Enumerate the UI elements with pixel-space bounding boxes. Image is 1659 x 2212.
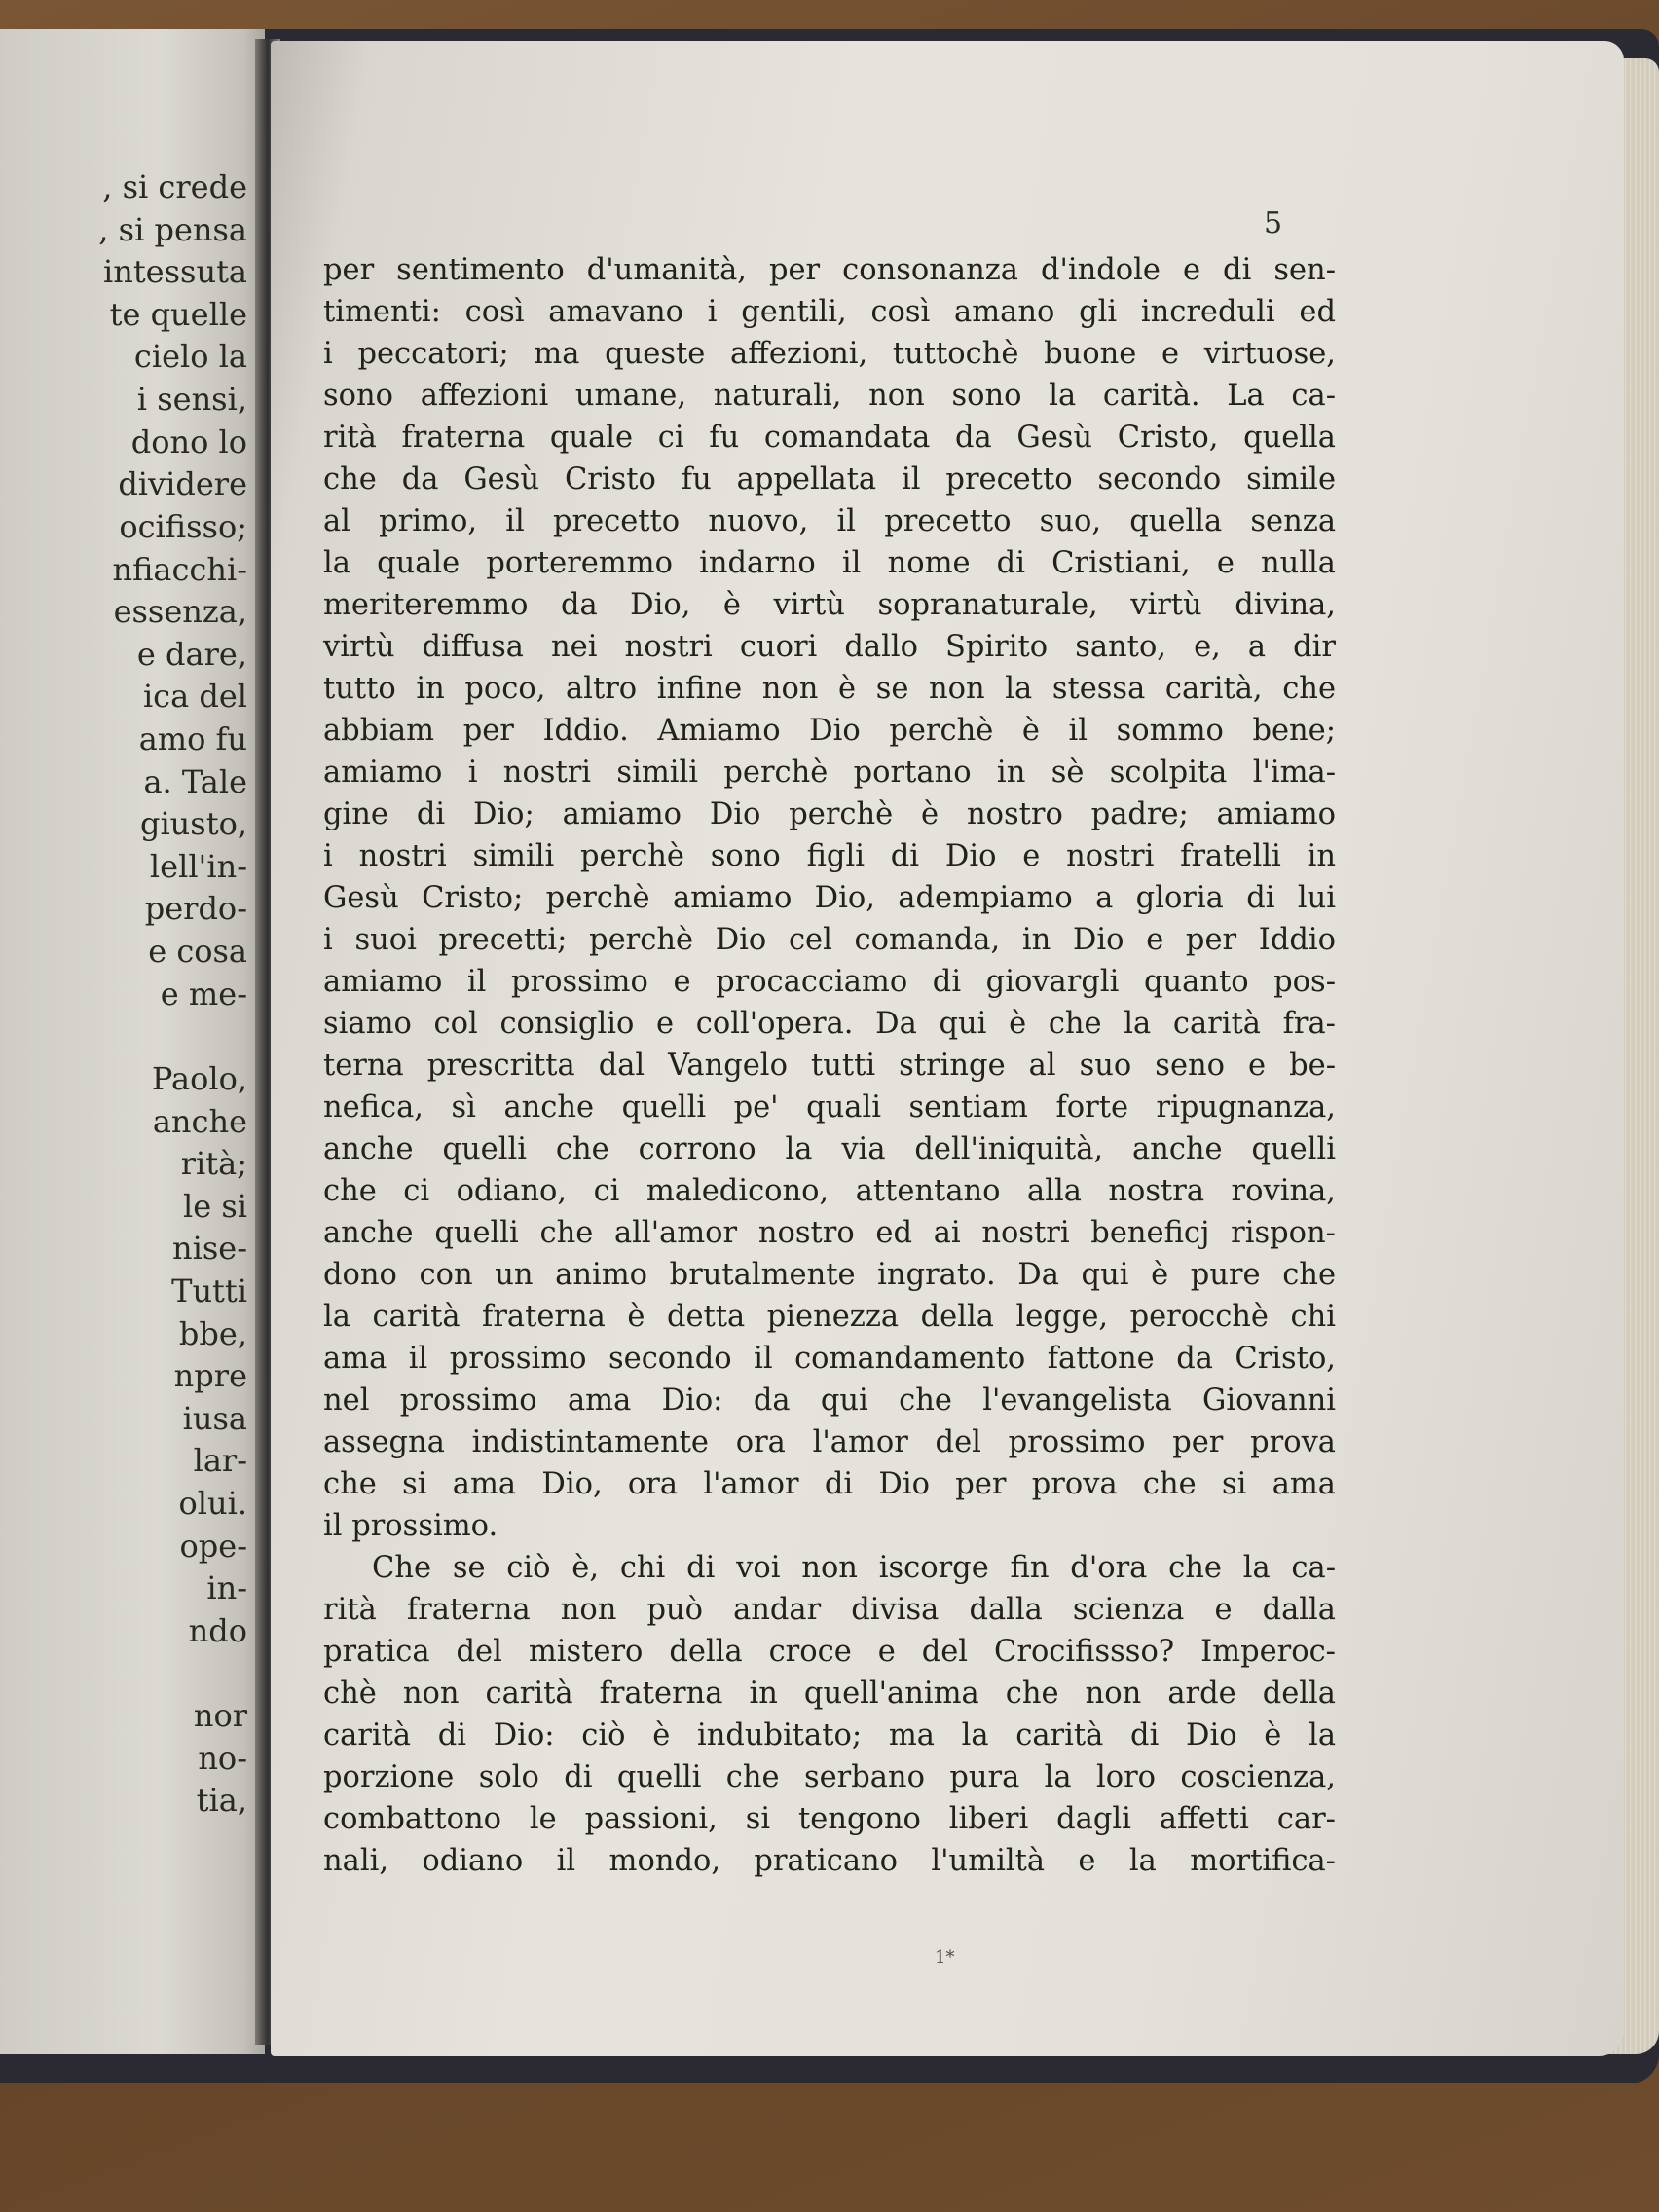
left-page-fragment: anche [152, 1103, 247, 1140]
left-page-fragment: te quelle [109, 296, 247, 333]
left-page-fragment: bbe, [178, 1315, 247, 1352]
left-page [0, 29, 265, 2054]
text-line: sono affezioni umane, naturali, non sono la carità. La ca- [323, 379, 1336, 413]
left-page-fragment: in- [206, 1569, 247, 1606]
text-line: Gesù Cristo; perchè amiamo Dio, adempiamo a gloria di lui [323, 881, 1336, 915]
left-page-fragment: intessuta [102, 253, 247, 290]
text-line: Che se ciò è, chi di voi non iscorge fin d'ora che la ca- [372, 1551, 1336, 1585]
left-page-fragment: giusto, [139, 805, 247, 842]
left-page-fragment: nor [193, 1697, 247, 1734]
left-page-fragment: nise- [171, 1230, 247, 1267]
left-page-fragment: i sensi, [136, 381, 247, 418]
left-page-fragment: ope- [179, 1528, 247, 1565]
text-line: timenti: così amavano i gentili, così amano gli increduli ed [323, 295, 1336, 329]
left-page-fragment: lar- [193, 1442, 247, 1479]
text-line: che ci odiano, ci maledicono, attentano alla nostra rovina, [323, 1174, 1336, 1208]
text-line: dono con un animo brutalmente ingrato. Da qui è pure che [323, 1258, 1336, 1292]
text-line: abbiam per Iddio. Amiamo Dio perchè è il sommo bene; [323, 714, 1336, 748]
text-line: amiamo il prossimo e procacciamo di giovargli quanto pos- [323, 965, 1336, 999]
text-line: che da Gesù Cristo fu appellata il precetto secondo simile [323, 462, 1336, 497]
left-page-fragment: tia, [196, 1782, 247, 1819]
text-line: virtù diffusa nei nostri cuori dallo Spirito santo, e, a dir [323, 630, 1336, 664]
text-line: la carità fraterna è detta pienezza della legge, perocchè chi [323, 1300, 1336, 1334]
text-line: i peccatori; ma queste affezioni, tuttochè buone e virtuose, [323, 337, 1336, 371]
left-page-fragment: ndo [188, 1612, 247, 1649]
text-line: il prossimo. [323, 1509, 498, 1543]
left-page-fragment: rità; [180, 1145, 247, 1182]
text-line: per sentimento d'umanità, per consonanza d'indole e di sen- [323, 253, 1336, 287]
left-page-fragment: dividere [118, 465, 247, 502]
text-line: combattono le passioni, si tengono liberi dagli affetti car- [323, 1802, 1336, 1836]
left-page-fragment: no- [198, 1740, 247, 1777]
text-line: rità fraterna quale ci fu comandata da Gesù Cristo, quella [323, 421, 1336, 455]
text-line: terna prescritta dal Vangelo tutti stringe al suo seno e be- [323, 1049, 1336, 1083]
left-page-fragment: e me- [160, 976, 247, 1013]
text-line: rità fraterna non può andar divisa dalla scienza e dalla [323, 1593, 1336, 1627]
left-page-fragment: , si pensa [98, 211, 247, 248]
left-page-fragment: Tutti [171, 1272, 247, 1309]
left-page-fragment: essenza, [113, 593, 247, 630]
text-line: i suoi precetti; perchè Dio cel comanda, in Dio e per Iddio [323, 923, 1336, 957]
text-line: porzione solo di quelli che serbano pura la loro coscienza, [323, 1760, 1336, 1794]
text-line: assegna indistintamente ora l'amor del prossimo per prova [323, 1425, 1336, 1459]
left-page-fragment: a. Tale [143, 763, 247, 800]
left-page-fragment: ica del [142, 678, 247, 715]
left-page-fragment: npre [173, 1357, 247, 1394]
text-line: al primo, il precetto nuovo, il precetto suo, quella senza [323, 504, 1336, 538]
text-line: nali, odiano il mondo, praticano l'umiltà e la mortifica- [323, 1844, 1336, 1878]
text-line: meriteremmo da Dio, è virtù sopranaturale, virtù divina, [323, 588, 1336, 622]
text-line: nel prossimo ama Dio: da qui che l'evangelista Giovanni [323, 1383, 1336, 1418]
left-page-fragment: nfiacchi- [112, 551, 247, 588]
left-page-fragment: ocifisso; [119, 508, 247, 545]
left-page-fragment: le si [183, 1188, 247, 1225]
left-page-fragment: e cosa [148, 933, 247, 970]
signature-mark: 1* [935, 1947, 955, 1968]
left-page-fragment: Paolo, [151, 1060, 247, 1097]
text-line: pratica del mistero della croce e del Crocifissso? Imperoc- [323, 1635, 1336, 1669]
text-line: siamo col consiglio e coll'opera. Da qui è che la carità fra- [323, 1007, 1336, 1041]
text-line: anche quelli che corrono la via dell'iniquità, anche quelli [323, 1132, 1336, 1166]
text-line: carità di Dio: ciò è indubitato; ma la carità di Dio è la [323, 1718, 1336, 1752]
text-line: chè non carità fraterna in quell'anima che non arde della [323, 1677, 1336, 1711]
text-line: la quale porteremmo indarno il nome di Cristiani, e nulla [323, 546, 1336, 580]
text-line: tutto in poco, altro infine non è se non la stessa carità, che [323, 672, 1336, 706]
left-page-fragment: iusa [182, 1400, 247, 1437]
page-body-text [323, 249, 1336, 1882]
text-line: gine di Dio; amiamo Dio perchè è nostro padre; amiamo [323, 797, 1336, 831]
left-page-fragment: , si crede [102, 168, 247, 205]
text-line: anche quelli che all'amor nostro ed ai nostri beneficj rispon- [323, 1216, 1336, 1250]
left-page-fragment: olui. [178, 1485, 247, 1522]
left-page-fragment: perdo- [144, 890, 247, 927]
left-page-fragment: amo fu [138, 720, 247, 757]
text-line: i nostri simili perchè sono figli di Dio e nostri fratelli in [323, 839, 1336, 873]
text-line: ama il prossimo secondo il comandamento fattone da Cristo, [323, 1342, 1336, 1376]
text-line: amiamo i nostri simili perchè portano in sè scolpita l'ima- [323, 756, 1336, 790]
page-number: 5 [1264, 206, 1283, 240]
left-page-fragment: cielo la [133, 338, 247, 375]
left-page-fragment: e dare, [136, 636, 247, 673]
left-page-fragment: lell'in- [149, 848, 247, 885]
left-page-fragment: dono lo [130, 424, 247, 461]
text-line: nefica, sì anche quelli pe' quali sentiam forte ripugnanza, [323, 1090, 1336, 1124]
text-line: che si ama Dio, ora l'amor di Dio per prova che si ama [323, 1467, 1336, 1501]
